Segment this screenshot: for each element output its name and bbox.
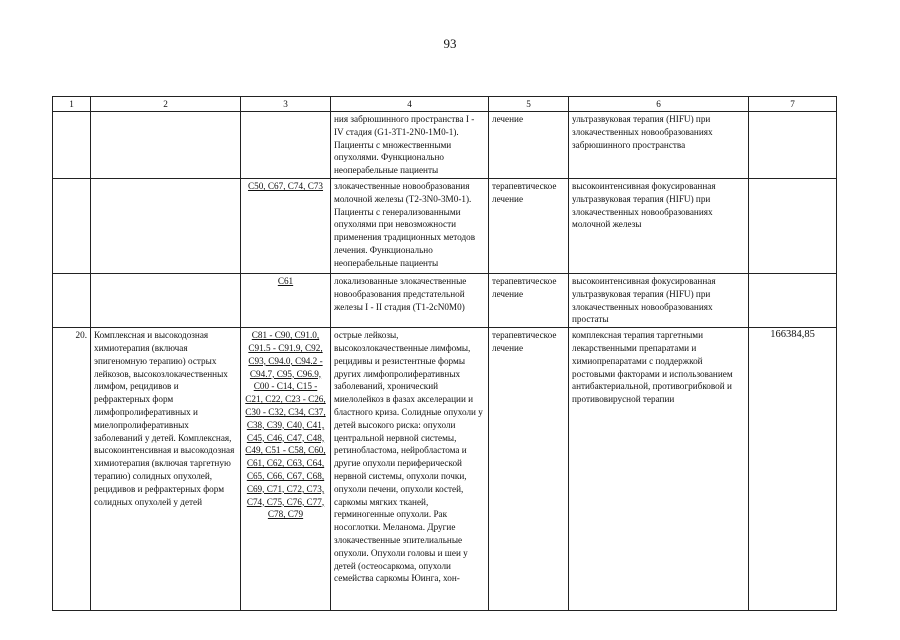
column-header: 1 [53, 97, 91, 112]
patient-model-cell: ния забрюшинного пространства I - IV стадия (G1-3T1-2N0-1M0-1). Пациенты с множественными опухолями. Функционально неоперабельные пациенты [331, 112, 489, 179]
treatment-type-cell: терапевтическое лечение [489, 179, 569, 274]
column-header: 2 [91, 97, 241, 112]
services-table [52, 96, 837, 611]
treatment-type-cell: лечение [489, 112, 569, 179]
price-cell [749, 112, 837, 179]
price-cell [749, 274, 837, 328]
care-type-cell [91, 112, 241, 179]
treatment-type-cell: терапевтическое лечение [489, 328, 569, 611]
row-number-cell: 20. [53, 328, 91, 611]
table-row [53, 274, 837, 328]
column-header: 4 [331, 97, 489, 112]
row-number-cell [53, 274, 91, 328]
row-number-cell [53, 179, 91, 274]
page-number: 93 [443, 36, 457, 51]
icd-codes-cell: C81 - C90, C91.0, C91.5 - C91.9, C92, C93, C94.0, C94.2 - C94.7, C95, C96.9, C00 - C14, C15 - C21, C22, C23 - C26, C30 - C32, C34, C37, C38, C39, C40, C41, C45, C46, C47, C48, C49, C51 - C58, C60, C61, C62, C63, C64, C65, C66, C67, C68, C69, C71, C72, C73, C74, C75, C76, C77, C78, C79 [241, 328, 331, 611]
icd-codes-cell: C61 [241, 274, 331, 328]
treatment-method-cell: высокоинтенсивная фокусированная ультразвуковая терапия (HIFU) при злокачественных новообразованиях простаты [569, 274, 749, 328]
column-header: 3 [241, 97, 331, 112]
treatment-method-cell: ультразвуковая терапия (HIFU) при злокачественных новообразованиях забрюшинного пространства [569, 112, 749, 179]
price-cell [749, 179, 837, 274]
header-row [53, 97, 837, 112]
icd-codes-cell [241, 112, 331, 179]
patient-model-cell: локализованные злокачественные новообразования предстательной железы I - II стадия (T1-2cN0M0) [331, 274, 489, 328]
care-type-cell: Комплексная и высокодозная химиотерапия (включая эпигеномную терапию) острых лейкозов, высокозлокачественных лимфом, рецидивов и рефрактерных форм лимфопролиферативных и миелопролиферативных заболеваний у детей. Комплексная, высокоинтенсивная и высокодозная химиотерапия (включая таргетную терапию) солидных опухолей, рецидивов и рефрактерных форм солидных опухолей у детей [91, 328, 241, 611]
treatment-type-cell: терапевтическое лечение [489, 274, 569, 328]
table-row [53, 328, 837, 611]
treatment-method-cell: высокоинтенсивная фокусированная ультразвуковая терапия (HIFU) при злокачественных новообразованиях молочной железы [569, 179, 749, 274]
care-type-cell [91, 274, 241, 328]
treatment-method-cell: комплексная терапия таргетными лекарственными препаратами и химиопрепаратами с поддержкой ростовыми факторами и использованием антибактериальной, противогрибковой и противовирусной терапии [569, 328, 749, 611]
icd-codes-cell: C50, C67, C74, C73 [241, 179, 331, 274]
table-row [53, 179, 837, 274]
row-number-cell [53, 112, 91, 179]
table-row [53, 112, 837, 179]
care-type-cell [91, 179, 241, 274]
column-header: 7 [749, 97, 837, 112]
price-cell: 166384,85 [749, 328, 837, 611]
patient-model-cell: злокачественные новообразования молочной железы (T2-3N0-3M0-1). Пациенты с генерализованными опухолями при невозможности применения традиционных методов лечения. Функционально неоперабельные пациенты [331, 179, 489, 274]
patient-model-cell: острые лейкозы, высокозлокачественные лимфомы, рецидивы и резистентные формы других лимфопролиферативных заболеваний, хронический миелолейкоз в фазах акселерации и бластного криза. Солидные опухоли у детей высокого риска: опухоли центральной нервной системы, ретинобластома, нейробластома и другие опухоли периферической нервной системы, опухоли почки, опухоли печени, опухоли костей, саркомы мягких тканей, герминогенные опухоли. Рак носоглотки. Меланома. Другие злокачественные эпителиальные опухоли. Опухоли головы и шеи у детей (остеосаркома, опухоли семейства саркомы Юинга, хон- [331, 328, 489, 611]
column-header: 5 [489, 97, 569, 112]
column-header: 6 [569, 97, 749, 112]
